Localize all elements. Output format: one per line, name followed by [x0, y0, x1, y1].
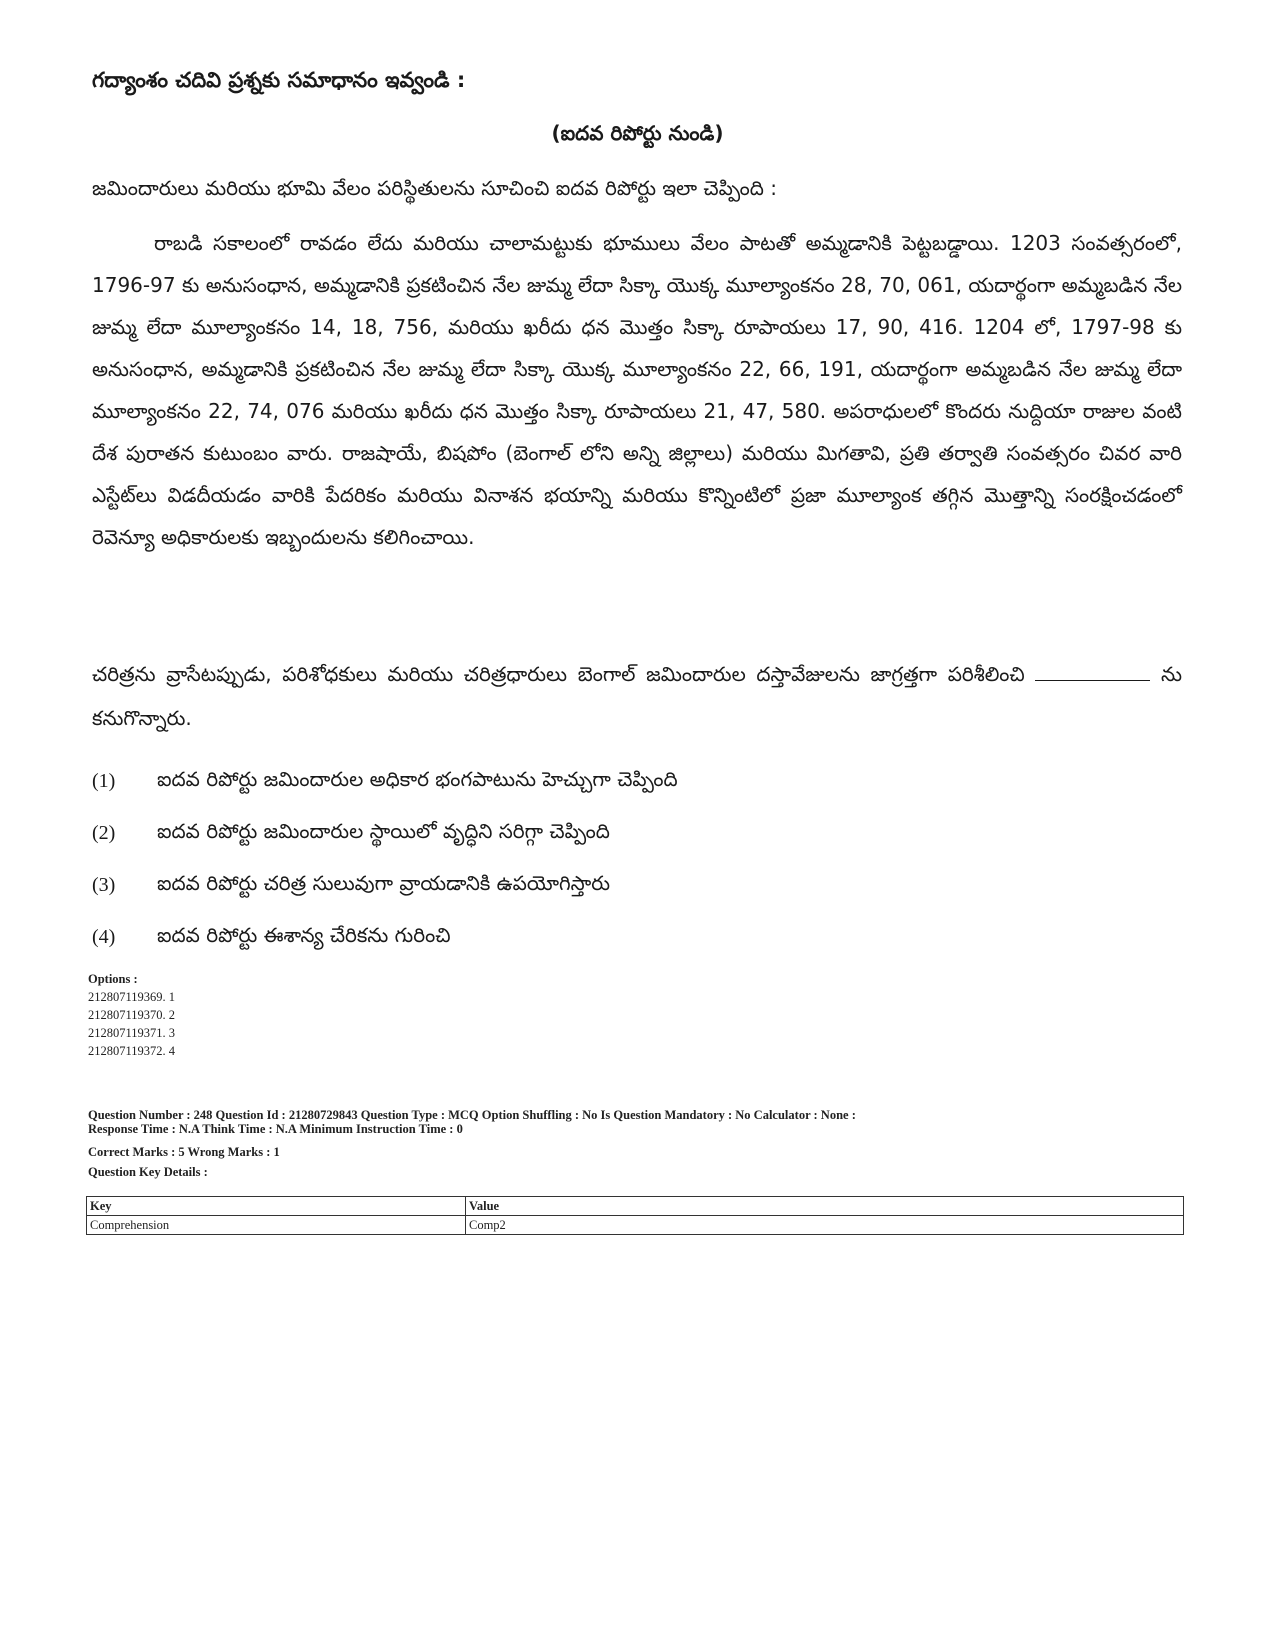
choice-number: (2) — [92, 821, 116, 844]
option-id: 212807119369. 1 — [88, 990, 176, 1004]
options-title: Options : — [88, 972, 138, 986]
passage-body: రాబడి సకాలంలో రావడం లేదు మరియు చాలామట్టుకు భూములు వేలం పాటతో అమ్మడానికి పెట్టబడ్డాయి. 1203 సంవత్సరంలో, 1796-97 కు అనుసంధాన, అమ్మడానికి ప్రకటించిన నేల జుమ్మ లేదా సిక్కా యొక్క మూల్యాంకనం 28, 70, 061, యదార్థంగా అమ్మబడిన నేల జుమ్మ లేదా మూల్యాంకనం 14, 18, 756, మరియు ఖరీదు ధన మొత్తం సిక్కా రూపాయలు 17, 90, 416. 1204 లో, 1797-98 కు అనుసంధాన, అమ్మడానికి ప్రకటించిన నేల జుమ్మ లేదా సిక్కా యొక్క మూల్యాంకనం 22, 66, 191, యదార్థంగా అమ్మబడిన నేల జుమ్మ లేదా మూల్యాంకనం 22, 74, 076 మరియు ఖరీదు ధన మొత్తం సిక్కా రూపాయలు 21, 47, 580. అపరాధులలో కొందరు నుద్దియా రాజుల వంటి దేశ పురాతన కుటుంబం వారు. రాజషాయే, బిషపోం (బెంగాల్ లోని అన్ని జిల్లాలు) మరియు మిగతావి, ప్రతి తర్వాతి సంవత్సరం చివర వారి ఎస్టేట్‌లు విడదీయడం వారికి పేదరికం మరియు వినాశన భయాన్ని మరియు కొన్నింటిలో ప్రజా మూల్యాంక తగ్గిన మొత్తాన్ని సంరక్షించడంలో రెవెన్యూ అధికారులకు ఇబ్బందులను కలిగించాయి. — [92, 231, 1182, 549]
passage-intro: జమిందారులు మరియు భూమి వేలం పరిస్థితులను సూచించి ఐదవ రిపోర్టు ఇలా చెప్పింది : — [92, 176, 777, 200]
choice-text: ఐదవ రిపోర్టు ఈశాన్య చేరికను గురించి — [157, 922, 451, 947]
choice-text: ఐదవ రిపోర్టు జమిందారుల అధికార భంగపాటును హెచ్చుగా చెప్పింది — [157, 766, 678, 791]
table-header-cell: Key — [87, 1197, 466, 1216]
passage-title: (ఐదవ రిపోర్టు నుండి) — [551, 121, 724, 145]
options-list — [88, 970, 175, 1060]
table-cell: Comp2 — [466, 1216, 1184, 1235]
table-cell: Comprehension — [87, 1216, 466, 1235]
choice-number: (1) — [92, 769, 116, 792]
key-details-title: Question Key Details : — [88, 1165, 208, 1179]
question-meta-line: Response Time : N.A Think Time : N.A Minimum Instruction Time : 0 — [88, 1122, 463, 1136]
question-text — [92, 652, 1182, 740]
choice-number: (3) — [92, 873, 116, 896]
choice-item — [92, 755, 1182, 807]
question-metadata — [88, 1108, 1188, 1180]
table-row — [87, 1216, 1184, 1235]
table-header-cell: Value — [466, 1197, 1184, 1216]
option-id: 212807119370. 2 — [88, 1008, 176, 1022]
choice-text: ఐదవ రిపోర్టు చరిత్ర సులువుగా వ్రాయడానికి ఉపయోగిస్తారు — [157, 870, 611, 895]
marks-line: Correct Marks : 5 Wrong Marks : 1 — [88, 1145, 280, 1159]
choice-number: (4) — [92, 925, 116, 948]
question-before-blank: చరిత్రను వ్రాసేటప్పుడు, పరిశోధకులు మరియు చరిత్రధారులు బెంగాల్ జమిందారుల దస్తావేజులను జాగ్రత్తగా పరిశీలించి — [92, 662, 1025, 686]
instruction-heading: గద్యాంశం చదివి ప్రశ్నకు సమాధానం ఇవ్వండి : — [92, 68, 466, 92]
answer-blank — [1035, 660, 1150, 681]
table-header-row — [87, 1197, 1184, 1216]
choice-list — [92, 755, 1182, 963]
question-after-blank: ను కనుగొన్నారు. — [92, 662, 1182, 730]
choice-text: ఐదవ రిపోర్టు జమిందారుల స్థాయిలో వృద్ధిని సరిగ్గా చెప్పింది — [157, 818, 610, 843]
question-meta-line: Question Number : 248 Question Id : 21280729843 Question Type : MCQ Option Shuffling : No Is Question Mandatory : No Calculator : None : — [88, 1108, 856, 1122]
option-id: 212807119372. 4 — [88, 1044, 176, 1058]
choice-item — [92, 807, 1182, 859]
choice-item — [92, 859, 1182, 911]
key-details-table — [86, 1196, 1184, 1235]
option-id: 212807119371. 3 — [88, 1026, 176, 1040]
choice-item — [92, 911, 1182, 963]
